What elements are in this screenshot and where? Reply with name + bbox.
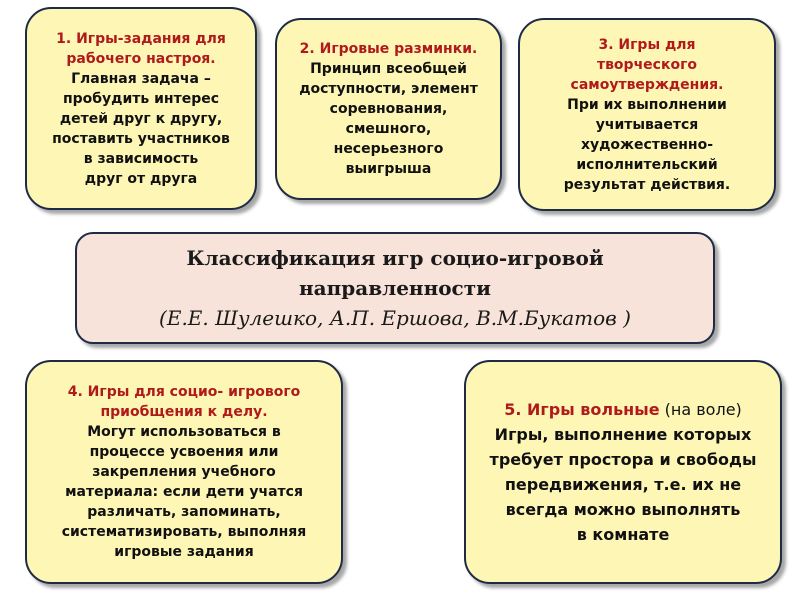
card-4-body-line-7: игровые задания [114,544,254,560]
card-5-heading-note: (на воле) [659,400,742,419]
card-2-body-line-1: Принцип всеобщей [310,61,467,77]
card-1-body-line-4: поставить участников [52,130,230,147]
card-1-body-line-1: Главная задача – [71,70,211,87]
card-4-body-line-2: процессе усвоения или [89,444,279,460]
card-3-body-line-3: художественно- [580,136,714,153]
game-type-4-card [25,360,343,584]
card-5-body-line-1: Игры, выполнение которых [494,425,752,444]
classification-authors: (Е.Е. Шулешко, А.П. Ершова, В.М.Букатов ) [159,306,631,330]
card-4-body-line-5: различать, запоминать, [87,504,281,520]
card-4-body-line-6: систематизировать, выполняя [61,524,307,540]
classification-title-line-2: направленности [299,276,491,300]
card-3-heading-line-2: творческого [596,56,698,73]
card-2-body-line-4: смешного, [345,121,432,137]
card-5-heading [474,397,772,422]
card-4-heading-line-2: приобщения к делу. [100,404,268,420]
card-2-body-line-2: доступности, элемент [299,81,478,97]
card-1-body-line-5: в зависимость [83,150,199,167]
card-5-heading-bold: 5. Игры вольные [504,400,660,419]
card-5-body-line-2: требует простора и свободы [489,450,757,469]
card-4-body-line-4: материала: если дети учатся [65,484,303,500]
card-4-body-line-1: Могут использоваться в [87,424,281,440]
card-1-body-line-2: пробудить интерес [62,90,220,107]
card-1-heading-line-2: рабочего настроя. [66,50,216,67]
game-type-5-card [464,360,782,584]
classification-title-box [75,232,715,344]
card-1-heading-line-1: 1. Игры-задания для [56,30,226,47]
card-3-body-line-1: При их выполнении [567,96,727,113]
classification-title-line-1: Классификация игр социо-игровой [186,246,604,270]
card-2-body-line-3: соревнования, [329,101,448,117]
card-3-body-line-5: результат действия. [563,176,731,193]
game-type-1-card [25,7,257,210]
card-1-body-line-3: детей друг к другу, [59,110,223,127]
card-5-body-line-5: в комнате [576,525,670,544]
card-2-body-line-6: выигрыша [345,161,432,177]
card-5-body-line-3: передвижения, т.е. их не [504,475,742,494]
card-3-heading-line-3: самоутверждения. [570,76,724,93]
game-type-2-card [275,18,502,200]
card-2-body-line-5: несерьезного [333,141,444,157]
card-3-body-line-4: исполнительский [576,156,718,173]
card-1-body-line-6: друг от друга [84,170,198,187]
card-3-heading-line-1: 3. Игры для [598,36,696,53]
card-4-body-line-3: закрепления учебного [92,464,276,480]
card-5-body-line-4: всегда можно выполнять [505,500,741,519]
card-3-body-line-2: учитывается [595,116,699,133]
game-type-3-card [518,18,776,211]
card-4-heading-line-1: 4. Игры для социо- игрового [67,384,301,400]
card-2-heading-line-1: 2. Игровые разминки. [299,41,478,57]
